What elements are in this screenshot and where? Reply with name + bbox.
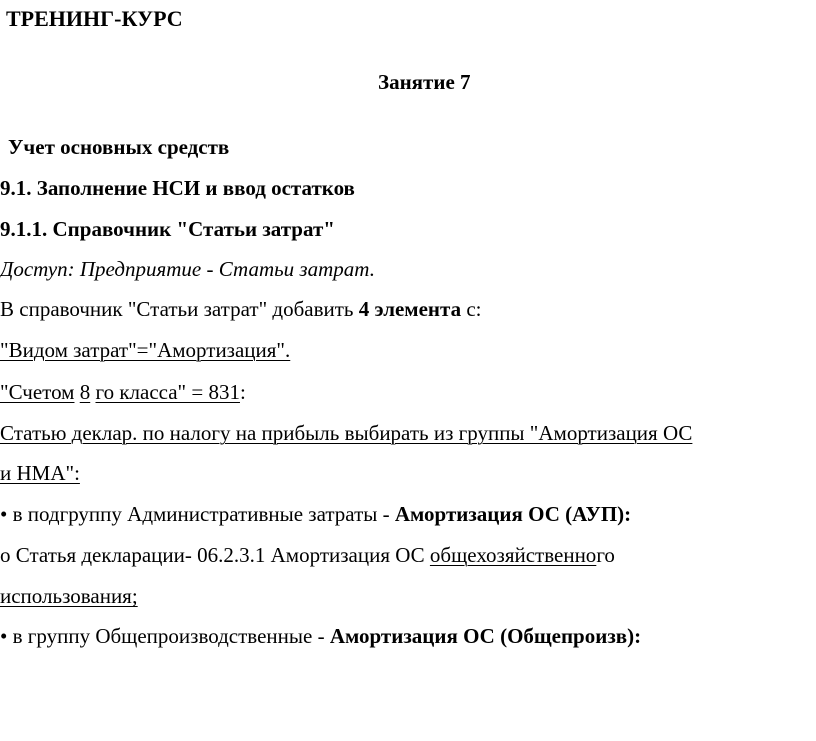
bullet-admin-item: Амортизация ОС (АУП): — [394, 502, 632, 526]
bullet-admin-text: • в подгруппу Административные затраты - — [0, 502, 395, 526]
section-title: Учет основных средств — [8, 135, 230, 159]
access-path: Доступ: Предприятие - Статьи затрат. — [0, 257, 375, 281]
intro-text: В справочник "Статьи затрат" добавить — [0, 297, 359, 321]
bullet-production-item: Амортизация ОС (Общепроизв): — [329, 624, 642, 648]
account-text-2: го класса" = 831 — [95, 380, 240, 404]
declaration-line-2: использования; — [0, 584, 138, 608]
declaration-line-1 — [0, 543, 615, 568]
bullet-production-text: • в группу Общепроизводственные - — [0, 624, 330, 648]
declaration-underlined: общехозяйственно — [429, 543, 597, 567]
heading-9-1: 9.1. Заполнение НСИ и ввод остатков — [0, 176, 355, 200]
bullet-production-expenses — [0, 624, 641, 649]
course-title: ТРЕНИНГ-КУРС — [6, 6, 183, 31]
intro-line — [0, 297, 482, 322]
heading-9-1-1: 9.1.1. Справочник "Статьи затрат" — [0, 217, 335, 241]
account-colon: : — [239, 380, 246, 404]
declaration-suffix: го — [596, 543, 615, 567]
tax-article-line-1: Статью деклар. по налогу на прибыль выбирать из группы "Амортизация ОС — [0, 421, 693, 445]
account-text-1: "Счетом — [0, 380, 75, 404]
account-line — [0, 380, 246, 405]
account-class-number: 8 — [79, 380, 91, 404]
expense-kind-line: "Видом затрат"="Амортизация". — [0, 338, 291, 362]
tax-article-line-2: и НМА": — [0, 461, 80, 485]
intro-count: 4 элемента — [358, 297, 462, 321]
lesson-title: Занятие 7 — [378, 70, 471, 94]
declaration-text: о Статья декларации- 06.2.3.1 Амортизация ОС — [0, 543, 430, 567]
intro-suffix: с: — [461, 297, 482, 321]
bullet-admin-expenses — [0, 502, 631, 527]
